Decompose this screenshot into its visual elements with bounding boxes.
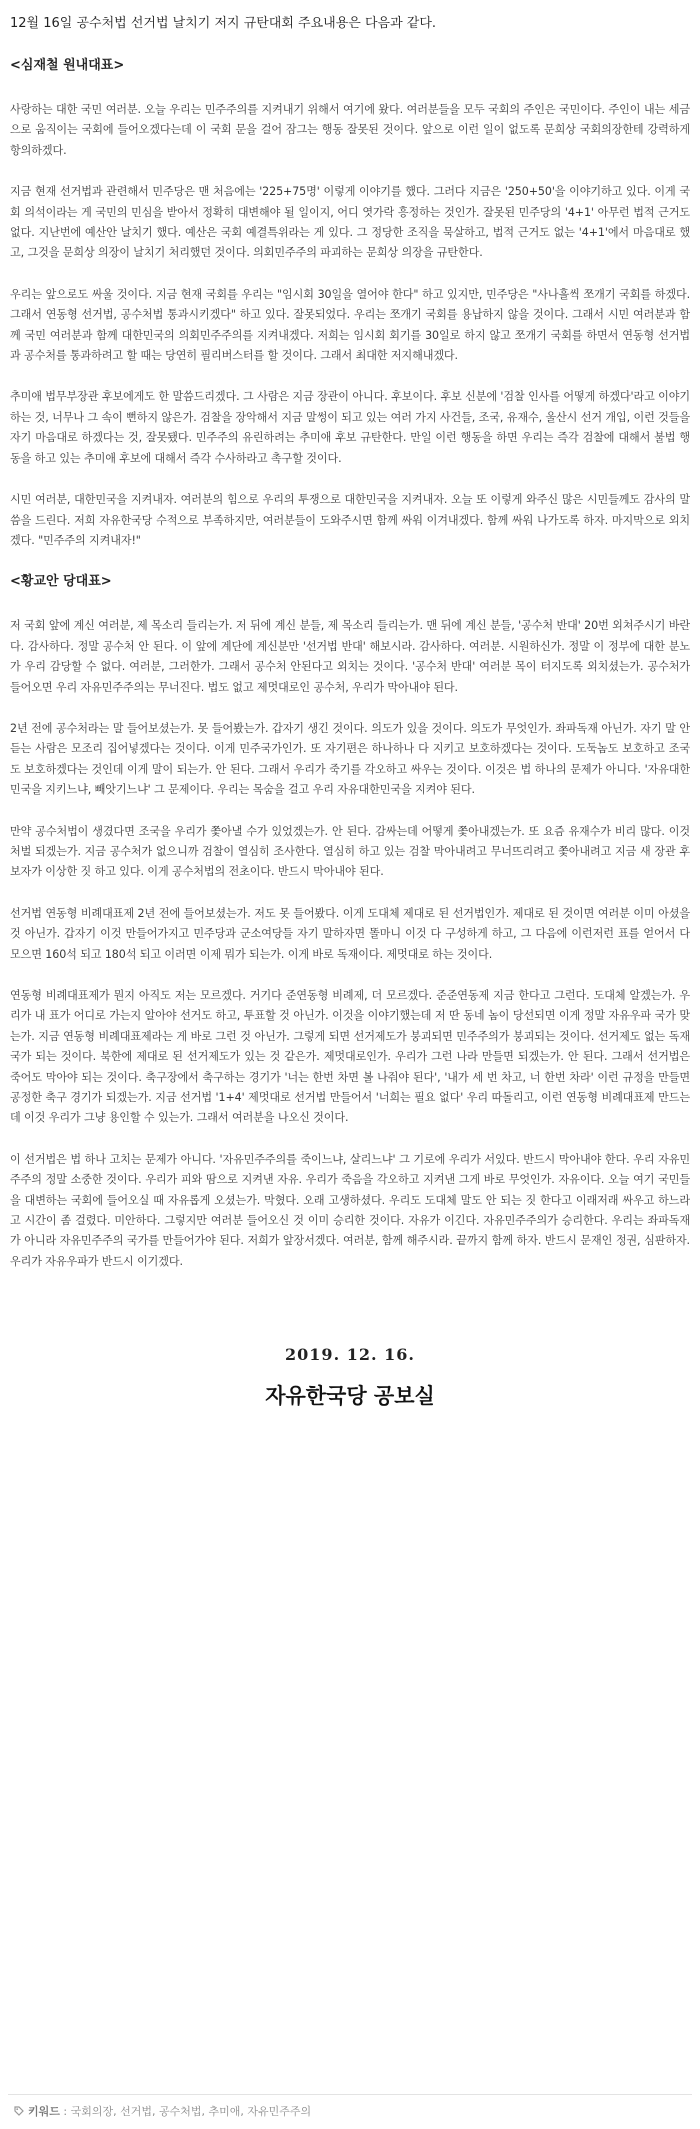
intro-line: 12월 16일 공수처법 선거법 날치기 저지 규탄대회 주요내용은 다음과 같다. (10, 16, 437, 31)
footer-divider (8, 2094, 692, 2095)
section-sim (10, 56, 690, 551)
keywords-bar (14, 2104, 311, 2120)
paragraph: 사랑하는 대한 국민 여러분. 오늘 우리는 민주주의를 지켜내기 위해서 여기에 왔다. 여러분들을 모두 국회의 주인은 국민이다. 주인이 내는 세금으로 움직이는 국회에 들어오겠다는데 이 국회 문을 걸어 잠그는 행동 잘못된 것이다. 앞으로 이런 일이 없도록 문희상 국회의장한테 강력하게 항의하겠다. (10, 103, 690, 157)
paragraph: 이 선거법은 법 하나 고치는 문제가 아니다. '자유민주주의를 죽이느냐, 살리느냐' 그 기로에 우리가 서있다. 반드시 막아내야 한다. 우리 자유민주주의 정말 소중한 것이다. 우리가 피와 땀으로 지켜낸 자유. 우리가 죽음을 각오하고 지켜낸 그게 바로 무엇인가. 자유이다. 오늘 여기 국민들을 대변하는 국회에 들어오실 때 자유롭게 오셨는가. 막혔다. 오래 고생하셨다. 우리도 도대체 말도 안 되는 짓 한다고 이래저래 싸우고 하느라고 시간이 좀 걸렸다. 미안하다. 그렇지만 여러분 들어오신 것 이미 승리한 것이다. 자유가 이긴다. 자유민주주의가 승리한다. 우리는 좌파독재가 아니라 자유민주주의 국가를 만들어가야 된다. 저희가 앞장서겠다. 여러분, 함께 해주시라. 끝까지 함께 하자. 반드시 문재인 정권, 심판하자. 우리가 자유우파가 반드시 이기겠다. (10, 1152, 690, 1268)
speaker-heading: <황교안 당대표> (10, 574, 112, 590)
tag-icon (14, 2105, 24, 2115)
issuer-signature: 자유한국당 공보실 (265, 1384, 435, 1409)
paragraph: 연동형 비례대표제가 뭔지 아직도 저는 모르겠다. 거기다 준연동형 비례제, 더 모르겠다. 준준연동제 지금 한다고 그런다. 도대체 알겠는가. 우리가 내 표가 어디로 가는지 알아야 선거도 하고, 투표할 것 아닌가. 이것을 이야기했는데 저 딴 동네 놈이 당선되면 이게 정말 자유우파 국가 맞는가. 지금 연동형 비례대표제라는 게 바로 그런 것 아닌가. 그렇게 되면 선거제도가 붕괴되면 민주주의가 붕괴되는 것이다. 선거제도 없는 독재국가 되는 것이다. 북한에 제대로 된 선거제도가 있는 것 같은가. 제멋대로인가. 우리가 그런 나라 만들면 되겠는가. 안 된다. 그래서 선거법은 죽어도 막아야 되는 것이다. 축구장에서 축구하는 경기가 '너는 한번 차면 볼 나줘야 된다', '내가 세 번 차고, 너 한번 차라' 이런 규정을 만들면 공정한 축구 경기가 되겠는가. 지금 선거법 '1+4' 제멋대로 선거법 만들어서 '너희는 필요 없다' 우리 따돌리고, 이런 연동형 비례대표제 만드는데 이것 우리가 그냥 용인할 수 있는가. 그래서 여러분을 나오신 것이다. (10, 989, 690, 1125)
paragraph: 추미애 법무부장관 후보에게도 한 말씀드리겠다. 그 사람은 지금 장관이 아니다. 후보이다. 후보 신분에 '검찰 인사를 어떻게 하겠다'라고 이야기하는 것, 너무나 그 속이 뻔하지 않은가. 검찰을 장악해서 지금 말썽이 되고 있는 여러 가지 사건들, 조국, 유재수, 울산시 선거 개입, 이런 것들을 자기 마음대로 하겠다는 것, 잘못됐다. 민주주의 유린하려는 추미애 후보 규탄한다. 만일 이런 행동을 하면 우리는 즉각 검찰에 대해서 불법 행동을 하고 있는 추미애 후보에 대해서 즉각 수사하라고 촉구할 것이다. (10, 390, 690, 465)
paragraph: 지금 현재 선거법과 관련해서 민주당은 맨 처음에는 '225+75명' 이렇게 이야기를 했다. 그러다 지금은 '250+50'을 이야기하고 있다. 이게 국회 의석이라는 게 국민의 민심을 받아서 정확히 대변해야 될 일이지, 어디 엿가락 흥정하는 것인가. 잘못된 민주당의 '4+1' 아무런 법적 근거도 없다. 지난번에 예산안 날치기 했다. 예산은 국회 예결특위라는 게 있다. 그 정당한 조직을 묵살하고, 법적 근거도 없는 '4+1'에서 마음대로 했고, 그것을 문희상 의장이 날치기 처리했던 것이다. 의회민주주의 파괴하는 문희상 의장을 규탄한다. (10, 185, 690, 260)
paragraph: 만약 공수처법이 생겼다면 조국을 우리가 쫓아낼 수가 있었겠는가. 안 된다. 감싸는데 어떻게 쫓아내겠는가. 또 요즘 유재수가 비리 많다. 이것 처벌 되겠는가. 지금 공수처가 없으니까 검찰이 열심히 조사한다. 열심히 하고 있는 검찰 막아내려고 무너뜨리려고 쫓아내려고 지금 새 장관 후보자가 이상한 짓 하고 있다. 이게 공수처법의 전초이다. 반드시 막아내야 된다. (10, 824, 690, 879)
paragraph: 우리는 앞으로도 싸울 것이다. 지금 현재 국회를 우리는 "임시회 30일을 열어야 한다" 하고 있지만, 민주당은 "사나흘씩 쪼개기 국회를 하겠다. 그래서 연동형 선거법, 공수처법 통과시키겠다" 하고 있다. 잘못되었다. 우리는 쪼개기 국회를 용납하지 않을 것이다. 그래서 시민 여러분과 함께 국민 여러분과 함께 대한민국의 의회민주주의를 지켜내겠다. 저희는 임시회 회기를 30일로 하지 않고 쪼개기 국회를 하면서 연동형 선거법과 공수처를 통과하려고 할 때는 당연히 필리버스터를 할 것이다. 그래서 최대한 저지해내겠다. (10, 287, 690, 363)
keywords-list[interactable]: 국회의장, 선거법, 공수처법, 추미애, 자유민주주의 (70, 2105, 312, 2118)
keywords-label: 키워드 (28, 2105, 60, 2118)
section-hwang (10, 572, 690, 1272)
paragraph: 선거법 연동형 비례대표제 2년 전에 들어보셨는가. 저도 못 들어봤다. 이게 도대체 제대로 된 선거법인가. 제대로 된 것이면 여러분 이미 아셨을 것 아닌가. 갑자기 이것 만들어가지고 민주당과 군소여당들 자기 말하자면 똘마니 이것 다 구성하게 하고, 그 다음에 이런저런 표를 얻어서 다 모으면 160석 되고 180석 되고 이러면 이제 뭐가 되는가. 이게 바로 독재이다. 제멋대로 하는 것이다. (10, 906, 690, 961)
speaker-heading: <심재철 원내대표> (10, 58, 125, 73)
release-date: 2019. 12. 16. (285, 1345, 415, 1365)
keywords-separator: : (59, 2105, 71, 2118)
closing-block (10, 1344, 690, 1410)
paragraph: 저 국회 앞에 계신 여러분, 제 목소리 들리는가. 저 뒤에 계신 분들, 제 목소리 들리는가. 맨 뒤에 계신 분들, '공수처 반대' 20번 외쳐주시기 바란다. 감사하다. 정말 공수처 안 된다. 이 앞에 계단에 계신분만 '선거법 반대' 해보시라. 감사하다. 여러분. 시원하신가. 정말 이 정부에 대한 분노가 우리 감당할 수 없다. 여러분, 그러한가. 그래서 공수처 안된다고 외치는 것이다. '공수처 반대' 여러분 목이 터지도록 외치셨는가. 공수처가 들어오면 우리 자유민주주의는 무너진다. 법도 없고 제멋대로인 공수처, 우리가 막아내야 된다. (10, 619, 690, 694)
paragraph: 2년 전에 공수처라는 말 들어보셨는가. 못 들어봤는가. 갑자기 생긴 것이다. 의도가 있을 것이다. 의도가 무엇인가. 좌파독재 아닌가. 자기 말 안 듣는 사람은 모조리 집어넣겠다는 것이다. 이게 민주국가인가. 또 자기편은 하나하나 다 지키고 보호하겠다는 것이다. 도둑놈도 보호하고 조국도 보호하겠다는 것인데 이게 말이 되는가. 안 된다. 그래서 우리가 죽기를 각오하고 싸우는 것이다. 이것은 법 하나의 문제가 아니다. '자유대한민국을 지키느냐, 빼앗기느냐' 그 문제이다. 우리는 목숨을 걸고 우리 자유대한민국을 지켜야 된다. (10, 721, 690, 797)
paragraph: 시민 여러분, 대한민국을 지켜내자. 여러분의 힘으로 우리의 투쟁으로 대한민국을 지켜내자. 오늘 또 이렇게 와주신 많은 시민들께도 감사의 말씀을 드린다. 저희 자유한국당 수적으로 부족하지만, 여러분들이 도와주시면 함께 싸워 이겨내겠다. 함께 싸워 나가도록 하자. 마지막으로 외치겠다. "민주주의 지켜내자!" (10, 493, 690, 547)
